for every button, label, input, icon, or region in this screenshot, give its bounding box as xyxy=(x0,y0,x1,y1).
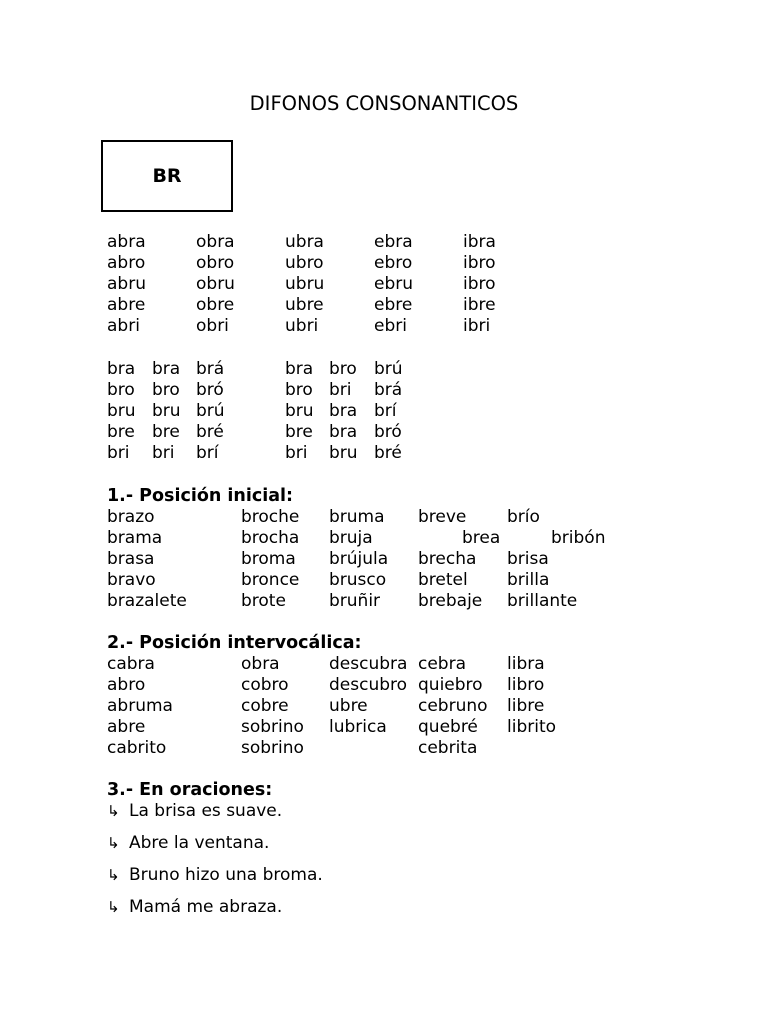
syllable: abra xyxy=(107,232,146,252)
syllable: brú xyxy=(374,359,403,379)
syllable: bra xyxy=(329,401,358,421)
syllable: ubre xyxy=(285,295,324,315)
syllable: obre xyxy=(196,295,235,315)
word: cebruno xyxy=(418,696,488,716)
syllable: bre xyxy=(285,422,313,442)
syllable: bro xyxy=(329,359,357,379)
syllable: ibro xyxy=(463,253,496,273)
word: libro xyxy=(507,675,545,695)
word: cebra xyxy=(418,654,467,674)
syllable: bru xyxy=(285,401,314,421)
syllable: abri xyxy=(107,316,140,336)
sentence-item xyxy=(107,899,282,916)
word: brocha xyxy=(241,528,300,548)
digraph-label: BR xyxy=(152,165,182,187)
section2-heading: 2.- Posición intervocálica: xyxy=(107,633,362,653)
word: brazalete xyxy=(107,591,187,611)
word: brusco xyxy=(329,570,387,590)
word: brecha xyxy=(418,549,477,569)
word: bruja xyxy=(329,528,373,548)
syllable: bré xyxy=(196,422,224,442)
word: brazo xyxy=(107,507,155,527)
word: lubrica xyxy=(329,717,387,737)
word: bronce xyxy=(241,570,300,590)
syllable: bra xyxy=(329,422,358,442)
syllable: bra xyxy=(152,359,181,379)
sentence-item xyxy=(107,867,323,884)
syllable: abru xyxy=(107,274,146,294)
syllable: bri xyxy=(152,443,175,463)
syllable: bro xyxy=(107,380,135,400)
syllable: ibro xyxy=(463,274,496,294)
syllable: ubri xyxy=(285,316,319,336)
word: sobrino xyxy=(241,717,304,737)
syllable: obra xyxy=(196,232,235,252)
word: bretel xyxy=(418,570,468,590)
syllable: bro xyxy=(152,380,180,400)
syllable: bru xyxy=(152,401,181,421)
syllable: abro xyxy=(107,253,146,273)
syllable: ebru xyxy=(374,274,414,294)
word: brío xyxy=(507,507,540,527)
syllable: ebra xyxy=(374,232,413,252)
word: abruma xyxy=(107,696,173,716)
syllable: ibri xyxy=(463,316,491,336)
word: bribón xyxy=(551,528,606,548)
word: abro xyxy=(107,675,146,695)
syllable: ubra xyxy=(285,232,324,252)
word: breve xyxy=(418,507,467,527)
word: brújula xyxy=(329,549,389,569)
page-title: DIFONOS CONSONANTICOS xyxy=(249,92,519,115)
syllable: obru xyxy=(196,274,235,294)
word: brote xyxy=(241,591,286,611)
syllable: bri xyxy=(285,443,308,463)
syllable: ebri xyxy=(374,316,407,336)
word: libre xyxy=(507,696,545,716)
word: cabra xyxy=(107,654,155,674)
syllable: ebro xyxy=(374,253,413,273)
word: bravo xyxy=(107,570,156,590)
section3-heading: 3.- En oraciones: xyxy=(107,780,273,800)
syllable: bro xyxy=(285,380,313,400)
sentence-text: La brisa es suave. xyxy=(129,801,283,821)
word: quebré xyxy=(418,717,478,737)
word: bruma xyxy=(329,507,385,527)
syllable: obro xyxy=(196,253,235,273)
syllable: brá xyxy=(374,380,403,400)
sentence-text: Bruno hizo una broma. xyxy=(129,865,323,885)
word: quiebro xyxy=(418,675,483,695)
word: broche xyxy=(241,507,300,527)
word: abre xyxy=(107,717,146,737)
digraph-box xyxy=(101,140,233,212)
syllable: bró xyxy=(196,380,224,400)
syllable: brá xyxy=(196,359,225,379)
word: broma xyxy=(241,549,296,569)
syllable: obri xyxy=(196,316,229,336)
syllable: bre xyxy=(107,422,135,442)
word: descubra xyxy=(329,654,408,674)
sentence-text: Abre la ventana. xyxy=(129,833,270,853)
sentence-item xyxy=(107,803,282,820)
word: bruñir xyxy=(329,591,381,611)
word: sobrino xyxy=(241,738,304,758)
word: cabrito xyxy=(107,738,167,758)
arrow-bullet-icon: ↳ xyxy=(107,898,120,916)
syllable: ubro xyxy=(285,253,324,273)
syllable: bra xyxy=(107,359,136,379)
sentence-item xyxy=(107,835,269,852)
syllable: brú xyxy=(196,401,225,421)
syllable: bré xyxy=(374,443,402,463)
syllable: bri xyxy=(329,380,352,400)
arrow-bullet-icon: ↳ xyxy=(107,866,120,884)
syllable: brí xyxy=(196,443,219,463)
sentence-text: Mamá me abraza. xyxy=(129,897,283,917)
word: brisa xyxy=(507,549,549,569)
word: librito xyxy=(507,717,557,737)
syllable: bru xyxy=(107,401,136,421)
word: cobro xyxy=(241,675,289,695)
word: cebrita xyxy=(418,738,478,758)
word: brebaje xyxy=(418,591,483,611)
word: brasa xyxy=(107,549,155,569)
word: cobre xyxy=(241,696,289,716)
syllable: bró xyxy=(374,422,402,442)
word: brea xyxy=(462,528,501,548)
syllable: bri xyxy=(107,443,130,463)
syllable: abre xyxy=(107,295,146,315)
syllable: bra xyxy=(285,359,314,379)
word: descubro xyxy=(329,675,408,695)
syllable: brí xyxy=(374,401,397,421)
syllable: bru xyxy=(329,443,358,463)
word: brama xyxy=(107,528,163,548)
section1-heading: 1.- Posición inicial: xyxy=(107,486,294,506)
arrow-bullet-icon: ↳ xyxy=(107,834,120,852)
syllable: ebre xyxy=(374,295,413,315)
arrow-bullet-icon: ↳ xyxy=(107,802,120,820)
syllable: bre xyxy=(152,422,180,442)
word: libra xyxy=(507,654,545,674)
syllable: ibra xyxy=(463,232,496,252)
word: obra xyxy=(241,654,280,674)
word: ubre xyxy=(329,696,368,716)
word: brilla xyxy=(507,570,550,590)
syllable: ubru xyxy=(285,274,325,294)
word: brillante xyxy=(507,591,578,611)
syllable: ibre xyxy=(463,295,496,315)
